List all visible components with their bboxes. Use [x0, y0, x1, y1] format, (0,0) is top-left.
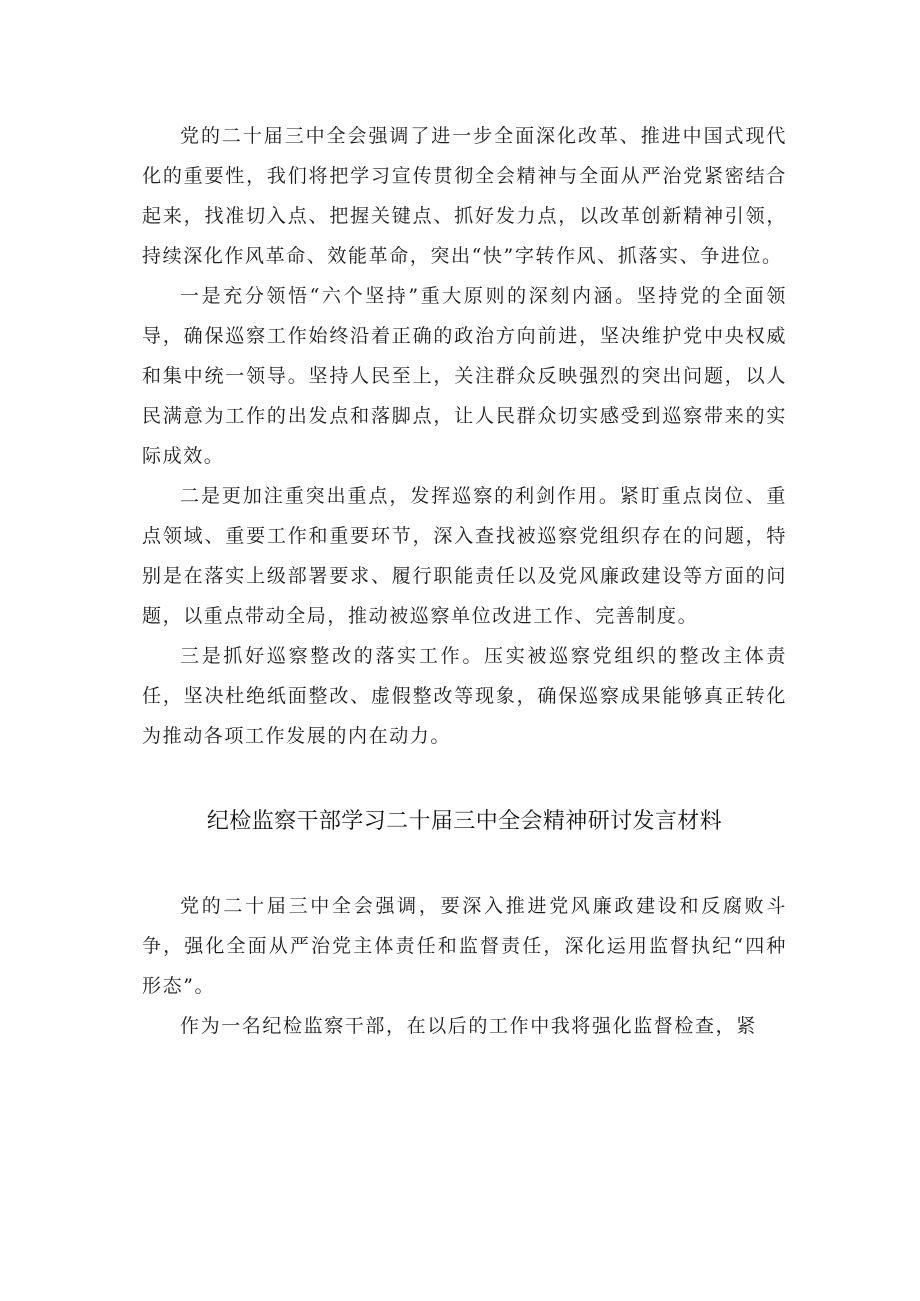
paragraph-section-continued: 作为一名纪检监察干部，在以后的工作中我将强化监督检查，紧 — [180, 1015, 757, 1037]
paragraph-section-intro: 党的二十届三中全会强调，要深入推进党风廉政建设和反腐败斗争，强化全面从严治党主体责任和监督责任，深化运用监督执纪“四种形态”。 — [142, 895, 787, 997]
document-body — [142, 116, 787, 1046]
paragraph-point-three: 三是抓好巡察整改的落实工作。压实被巡察党组织的整改主体责任，坚决杜绝纸面整改、虚假整改等现象，确保巡察成果能够真正转化为推动各项工作发展的内在动力。 — [142, 645, 787, 747]
paragraph-point-two: 二是更加注重突出重点，发挥巡察的利剑作用。紧盯重点岗位、重点领域、重要工作和重要环节，深入查找被巡察党组织存在的问题，特别是在落实上级部署要求、履行职能责任以及党风廉政建设等方面的问题，以重点带动全局，推动被巡察单位改进工作、完善制度。 — [142, 485, 787, 627]
paragraph-point-one: 一是充分领悟“六个坚持”重大原则的深刻内涵。坚持党的全面领导，确保巡察工作始终沿着正确的政治方向前进，坚决维护党中央权威和集中统一领导。坚持人民至上，关注群众反映强烈的突出问题，以人民满意为工作的出发点和落脚点，让人民群众切实感受到巡察带来的实际成效。 — [142, 285, 787, 467]
section-title: 纪检监察干部学习二十届三中全会精神研讨发言材料 — [206, 809, 723, 834]
paragraph-intro: 党的二十届三中全会强调了进一步全面深化改革、推进中国式现代化的重要性，我们将把学习宣传贯彻全会精神与全面从严治党紧密结合起来，找准切入点、把握关键点、抓好发力点，以改革创新精神引领，持续深化作风革命、效能革命，突出“快”字转作风、抓落实、争进位。 — [142, 125, 787, 267]
